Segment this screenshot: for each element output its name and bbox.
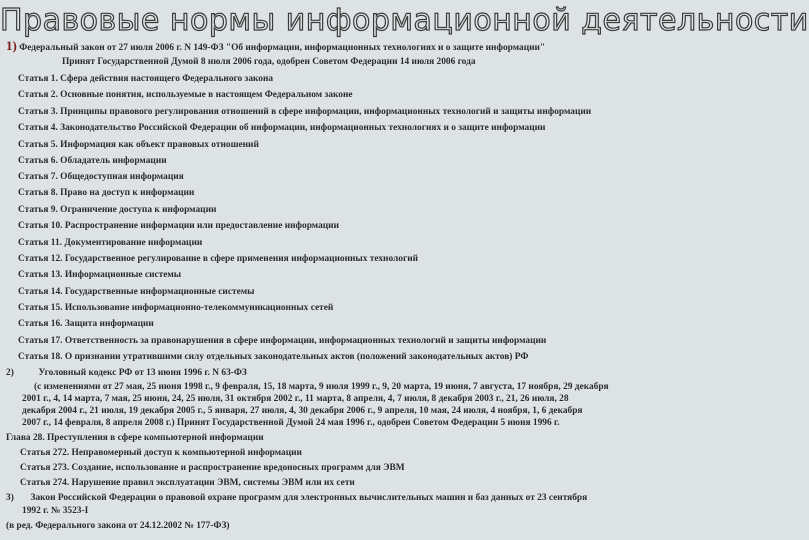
article-item: Статья 9. Ограничение доступа к информации <box>18 205 217 215</box>
article-item: Статья 14. Государственные информационные системы <box>18 287 255 297</box>
article-item: Статья 11. Документирование информации <box>18 238 203 248</box>
amendment-line: 2001 г., 4, 14 марта, 7 мая, 25 июня, 24, 25 июля, 31 октября 2002 г., 11 марта, 8 апреля, 4, 7 июля, 8 декабря 2003 г., 21, 26 июля, 28 <box>22 394 569 404</box>
article-item: Статья 6. Обладатель информации <box>18 156 167 166</box>
article-item: Статья 272. Неправомерный доступ к компьютерной информации <box>20 448 302 458</box>
item2-code-line <box>6 367 247 379</box>
item3-year: 1992 г. № 3523-I <box>22 506 89 516</box>
article-item: Статья 7. Общедоступная информация <box>18 172 184 182</box>
article-item: Статья 1. Сфера действия настоящего Федерального закона <box>18 74 274 84</box>
item2-number: 2) <box>6 368 14 378</box>
article-item: Статья 18. О признании утратившими силу отдельных законодательных актов (положений законодательных актов) РФ <box>18 352 529 362</box>
article-item: Статья 2. Основные понятия, используемые в настоящем Федеральном законе <box>18 90 353 100</box>
article-item: Статья 12. Государственное регулирование в сфере применения информационных технологий <box>18 254 419 264</box>
item1-law: Федеральный закон от 27 июля 2006 г. N 149-ФЗ "Об информации, информационных технологиях и о защите информации" <box>19 43 546 53</box>
amendment-line: декабря 2004 г., 21 июля, 19 декабря 2005 г., 5 января, 27 июля, 4, 30 декабря 2006 г., 9 апреля, 10 мая, 24 июля, 4 ноября, 1, 6 декабря <box>22 406 583 416</box>
article-item: Статья 13. Информационные системы <box>18 270 182 280</box>
article-item: Статья 274. Нарушение правил эксплуатации ЭВМ, системы ЭВМ или их сети <box>20 478 355 488</box>
item1-law-line <box>6 40 545 54</box>
item2-code: Уголовный кодекс РФ от 13 июня 1996 г. N 63-ФЗ <box>38 368 247 378</box>
article-item: Статья 16. Защита информации <box>18 319 154 329</box>
article-item: Статья 5. Информация как объект правовых отношений <box>18 140 259 150</box>
amendment-line: 2007 г., 14 февраля, 8 апреля 2008 г.) Принят Государственной Думой 24 мая 1996 г., одобрен Советом Федерации 5 июня 1996 г. <box>22 418 560 428</box>
item3-law: Закон Российской Федерации о правовой охране программ для электронных вычислительных машин и баз данных от 23 сентября <box>30 493 588 503</box>
item3-law-line <box>6 492 587 504</box>
chapter-heading: Глава 28. Преступления в сфере компьютерной информации <box>6 433 264 443</box>
article-item: Статья 15. Использование информационно-телекоммуникационных сетей <box>18 303 334 313</box>
article-item: Статья 10. Распространение информации или предоставление информации <box>18 221 339 231</box>
amendment-line: (с изменениями от 27 мая, 25 июня 1998 г., 9 февраля, 15, 18 марта, 9 июля 1999 г., 9, 20 марта, 19 июня, 7 августа, 17 ноября, 29 декабря <box>34 382 609 392</box>
article-item: Статья 4. Законодательство Российской Федерации об информации, информационных технологиях и о защите информации <box>18 123 546 133</box>
article-item: Статья 8. Право на доступ к информации <box>18 188 195 198</box>
item1-adopted: Принят Государственной Думой 8 июля 2006 года, одобрен Советом Федерации 14 июля 2006 года <box>62 57 476 67</box>
slide-title: Правовые нормы информационной деятельности <box>0 3 809 38</box>
item3-note: (в ред. Федерального закона от 24.12.2002 № 177-ФЗ) <box>6 521 230 531</box>
article-item: Статья 273. Создание, использование и распространение вредоносных программ для ЭВМ <box>20 463 405 473</box>
item1-number: 1) <box>6 38 17 53</box>
article-item: Статья 17. Ответственность за правонарушения в сфере информации, информационных технологий и защиты информации <box>18 336 547 346</box>
article-item: Статья 3. Принципы правового регулирования отношений в сфере информации, информационных технологий и защиты информации <box>18 107 592 117</box>
item3-number: 3) <box>6 493 14 503</box>
